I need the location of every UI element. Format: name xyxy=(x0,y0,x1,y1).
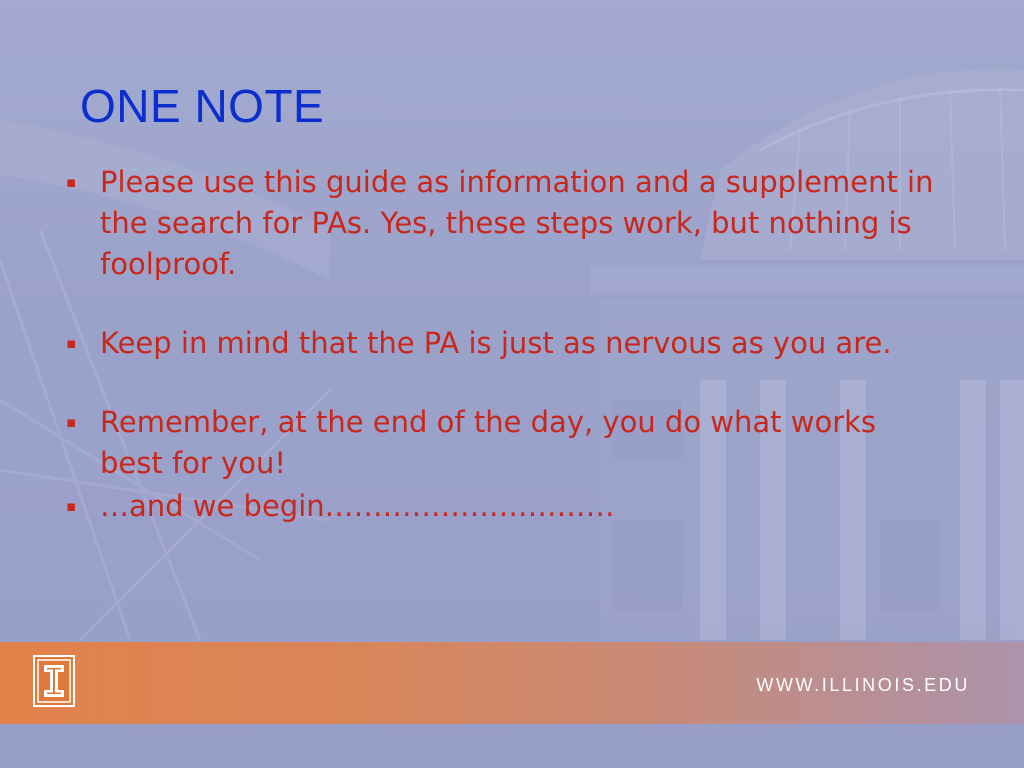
bullet-text: Keep in mind that the PA is just as nervous as you are. xyxy=(100,326,892,360)
bullet-text: Please use this guide as information and a supplement in the search for PAs. Yes, these steps work, but nothing is foolproof. xyxy=(100,165,934,281)
slide-title: ONE NOTE xyxy=(80,80,325,132)
square-bullet-icon: ▪ xyxy=(66,334,77,352)
bullet-item xyxy=(62,402,942,484)
square-bullet-icon: ▪ xyxy=(66,413,77,431)
bullet-item xyxy=(62,486,942,527)
square-bullet-icon: ▪ xyxy=(66,173,77,191)
bullet-item xyxy=(62,323,942,364)
bullet-list xyxy=(62,162,942,527)
illinois-block-i-icon xyxy=(33,655,75,707)
footer-website-url: WWW.ILLINOIS.EDU xyxy=(756,675,970,695)
bullet-text: Remember, at the end of the day, you do what works best for you! xyxy=(100,405,877,480)
bullet-item xyxy=(62,162,942,285)
square-bullet-icon: ▪ xyxy=(66,497,77,515)
bullet-text: …and we begin………………………… xyxy=(100,489,615,523)
